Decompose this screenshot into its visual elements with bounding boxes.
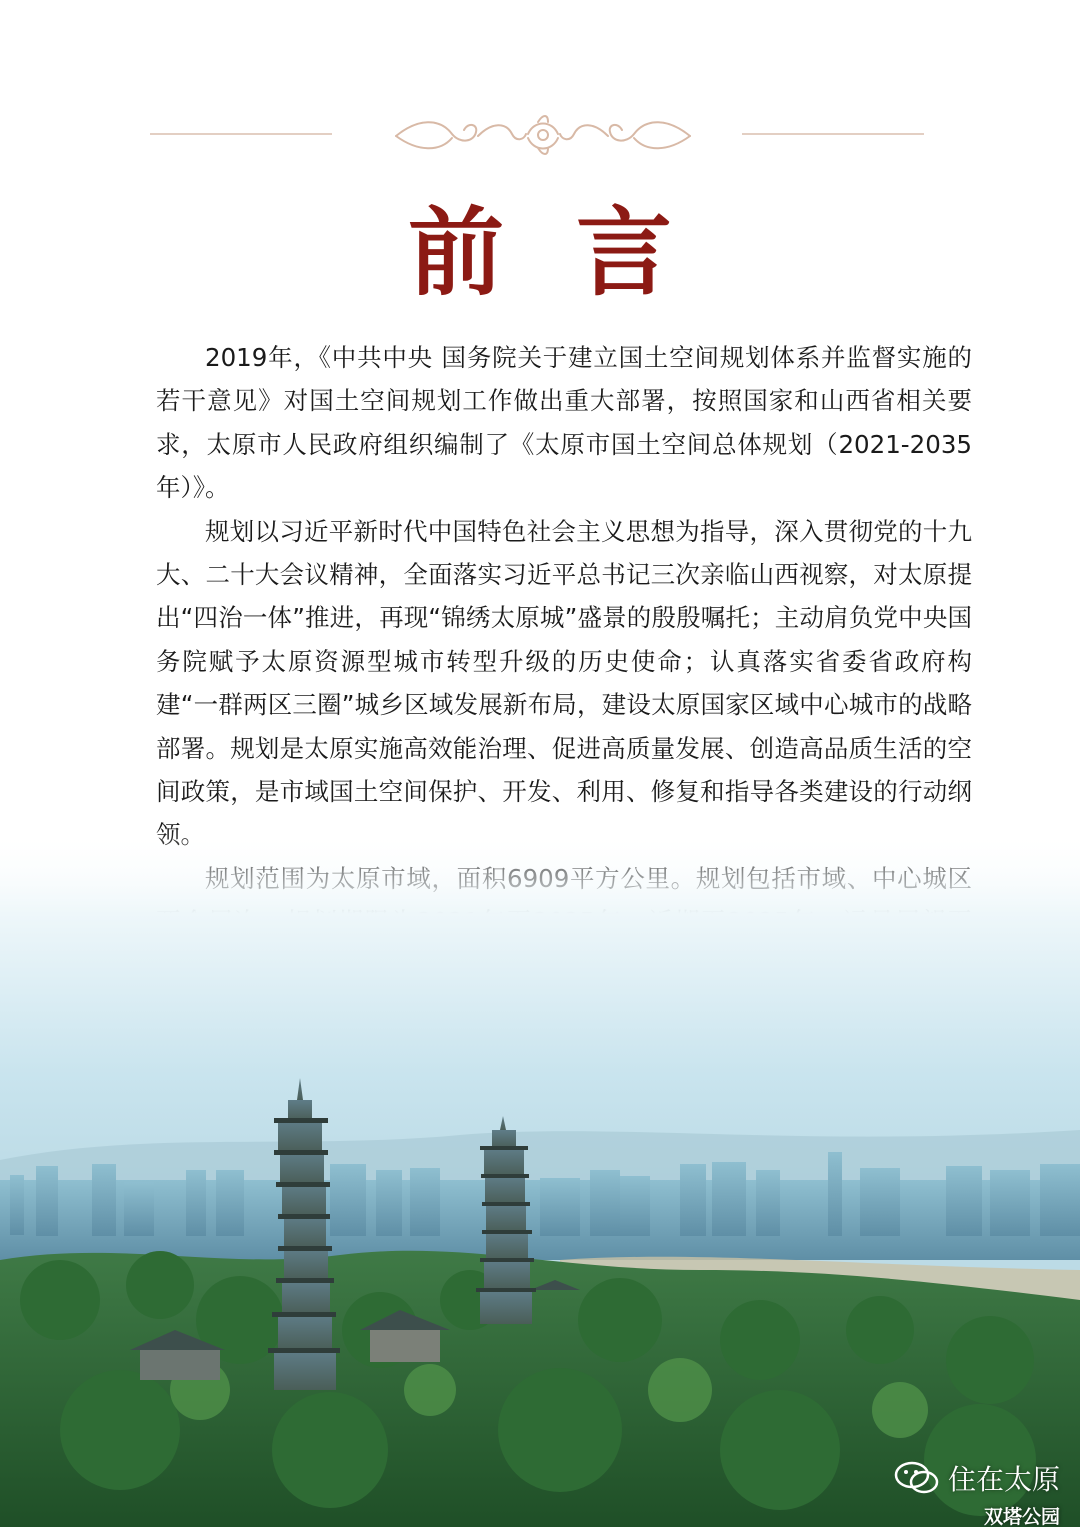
wechat-icon: [894, 1460, 940, 1496]
ornament-line-right: [742, 133, 924, 135]
ornament-flourish-icon: [388, 112, 698, 158]
watermark-account-name: 住在太原: [947, 1463, 1060, 1496]
wechat-watermark: [894, 1458, 1060, 1527]
paragraph: 规划以习近平新时代中国特色社会主义思想为指导，深入贯彻党的十九大、二十大会议精神，全面落实习近平总书记三次亲临山西视察，对太原提出“四治一体”推进，再现“锦绣太原城”盛景的殷殷嘱托；主动肩负党中央国务院赋予太原资源型城市转型升级的历史使命；认真落实省委省政府构建“一群两区三圈”城乡区域发展新布局，建设太原国家区域中心城市的战略部署。规划是太原实施高效能治理、促进高质量发展、创造高品质生活的空间政策，是市域国土空间保护、开发、利用、修复和指导各类建设的行动纲: [156, 516, 972, 807]
ornament-line-left: [150, 133, 332, 135]
paragraph: 2019年，《中共中央 国务院关于建立国土空间规划体系并监督实施的若干意见》对国土空间规划工作做出重大部署，按照国家和山西省相关要求，太原市人民政府组织编制了《太原市国土空间总体规划（2021-2035年）》。: [156, 343, 972, 503]
twin-pagoda-cityscape-image: [0, 830, 1080, 1527]
image-caption: 双塔公园: [983, 1506, 1060, 1527]
page-title: 前言: [408, 196, 744, 309]
